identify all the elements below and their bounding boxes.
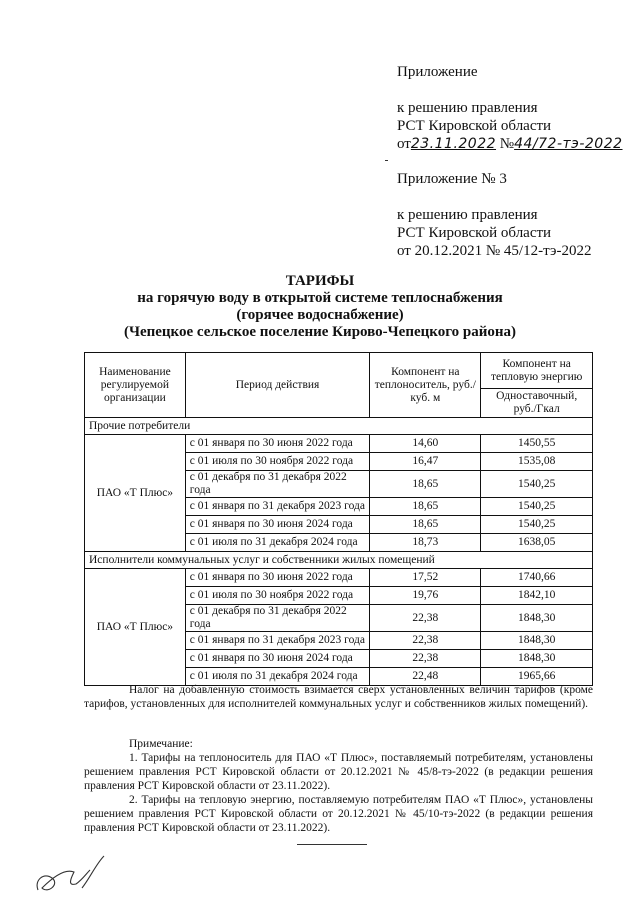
attachment-label: Приложение (397, 64, 478, 80)
attachment-org-line: РСТ Кировской области (397, 118, 552, 134)
carrier-cell: 22,38 (370, 605, 481, 632)
energy-cell: 1842,10 (481, 587, 593, 605)
handwritten-date: 23.11.2022 (410, 136, 497, 152)
period-cell: с 01 января по 30 июня 2024 года (185, 650, 370, 668)
title-line-3: (горячее водоснабжение) (236, 307, 404, 323)
closing-separator (297, 844, 367, 845)
carrier-cell: 18,73 (370, 534, 481, 552)
attachment-date-line (397, 135, 623, 153)
period-cell: с 01 января по 30 июня 2024 года (185, 516, 370, 534)
appendix-org-line: РСТ Кировской области (397, 225, 552, 241)
energy-cell: 1848,30 (481, 650, 593, 668)
carrier-cell: 14,60 (370, 435, 481, 453)
carrier-cell: 16,47 (370, 453, 481, 471)
carrier-cell: 17,52 (370, 569, 481, 587)
period-cell: с 01 июля по 31 декабря 2024 года (185, 534, 370, 552)
carrier-cell: 18,65 (370, 516, 481, 534)
handwritten-number: 44/72-тэ-2022 (514, 136, 623, 152)
title-main: ТАРИФЫ (285, 273, 355, 289)
energy-cell: 1740,66 (481, 569, 593, 587)
energy-cell: 1450,55 (481, 435, 593, 453)
notes-heading: Примечание: (129, 738, 193, 750)
period-cell: с 01 июля по 30 ноября 2022 года (185, 587, 370, 605)
tariff-table (84, 352, 593, 686)
energy-cell: 1965,66 (481, 668, 593, 686)
period-cell: с 01 июля по 31 декабря 2024 года (185, 668, 370, 686)
energy-cell: 1638,05 (481, 534, 593, 552)
attachment-decision-line: к решению правления (397, 100, 538, 116)
carrier-cell: 22,38 (370, 650, 481, 668)
appendix-decision-line: к решению правления (397, 207, 538, 223)
vat-note: Налог на добавленную стоимость взимается сверх установленных величин тарифов (кроме тарифов, установленных для исполнителей коммунальных услуг и собственников жилых помещений). (84, 684, 593, 710)
energy-cell: 1540,25 (481, 471, 593, 498)
carrier-cell: 18,65 (370, 471, 481, 498)
period-cell: с 01 января по 31 декабря 2023 года (185, 498, 370, 516)
header-period: Период действия (185, 353, 370, 418)
title-line-4: (Чепецкое сельское поселение Кирово-Чепецкого района) (123, 324, 517, 340)
header-energy-sub: Одноставочный, руб./Гкал (481, 389, 593, 418)
energy-cell: 1848,30 (481, 632, 593, 650)
section-title-other: Прочие потребители (85, 418, 593, 435)
carrier-cell: 19,76 (370, 587, 481, 605)
header-carrier: Компонент на теплоноситель, руб./куб. м (370, 353, 481, 418)
period-cell: с 01 декабря по 31 декабря 2022 года (185, 471, 370, 498)
energy-cell: 1540,25 (481, 516, 593, 534)
number-prefix: № (499, 136, 515, 152)
org-cell: ПАО «Т Плюс» (85, 569, 186, 686)
from-prefix: от (397, 136, 411, 152)
carrier-cell: 18,65 (370, 498, 481, 516)
mark-dot (385, 160, 388, 161)
energy-cell: 1848,30 (481, 605, 593, 632)
note-item-1: 1. Тарифы на теплоноситель для ПАО «Т Плюс», поставляемый потребителям, установлены решением правления РСТ Кировской области от 20.12.2021 № 45/8-тэ-2022 (в редакции решения правления РСТ Кировской области от 23.11.2022). (84, 752, 593, 792)
energy-cell: 1540,25 (481, 498, 593, 516)
section-title-utilities: Исполнители коммунальных услуг и собственники жилых помещений (85, 552, 593, 569)
header-energy: Компонент на тепловую энергию (481, 353, 593, 389)
carrier-cell: 22,48 (370, 668, 481, 686)
period-cell: с 01 декабря по 31 декабря 2022 года (185, 605, 370, 632)
period-cell: с 01 января по 30 июня 2022 года (185, 569, 370, 587)
appendix-label: Приложение № 3 (397, 171, 507, 187)
org-cell: ПАО «Т Плюс» (85, 435, 186, 552)
appendix-date-line: от 20.12.2021 № 45/12-тэ-2022 (397, 243, 592, 259)
header-org: Наименование регулируемой организации (85, 353, 186, 418)
carrier-cell: 22,38 (370, 632, 481, 650)
period-cell: с 01 июля по 30 ноября 2022 года (185, 453, 370, 471)
energy-cell: 1535,08 (481, 453, 593, 471)
period-cell: с 01 января по 30 июня 2022 года (185, 435, 370, 453)
signature-mark (30, 850, 120, 900)
note-item-2: 2. Тарифы на тепловую энергию, поставляемую потребителям ПАО «Т Плюс», установлены решением правления РСТ Кировской области от 20.12.2021 № 45/10-тэ-2022 (в редакции решения правления РСТ Кировской области от 23.11.2022). (84, 794, 593, 834)
title-line-2: на горячую воду в открытой системе теплоснабжения (137, 290, 503, 306)
period-cell: с 01 января по 31 декабря 2023 года (185, 632, 370, 650)
